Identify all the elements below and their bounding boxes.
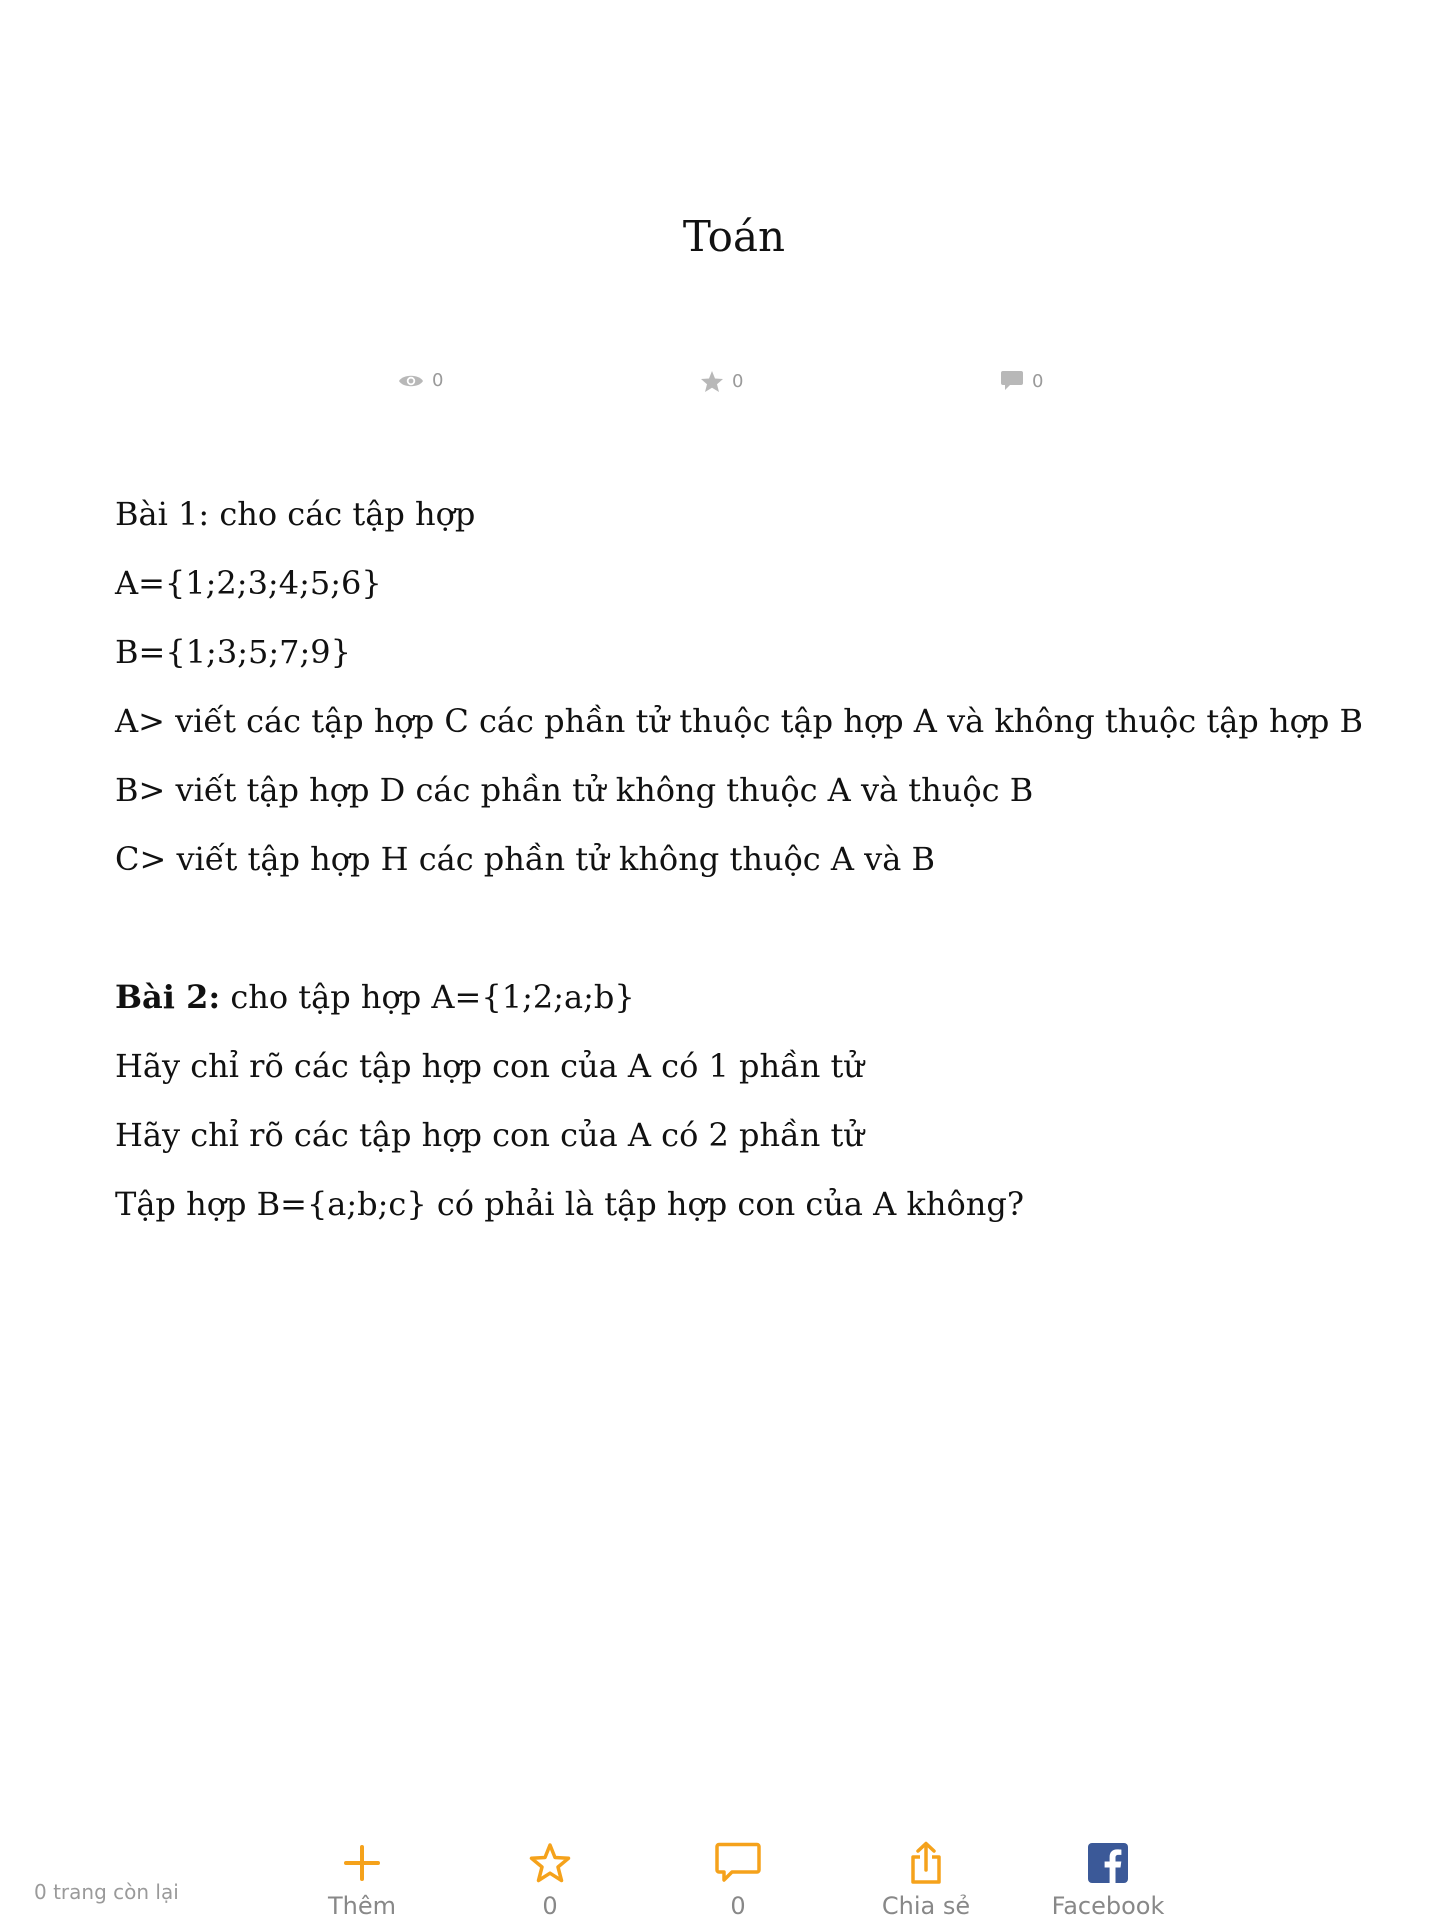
share-button[interactable] [846,1840,1006,1920]
share-icon [909,1841,943,1885]
content-line: Tập hợp B={a;b;c} có phải là tập hợp con của A không? [115,1185,1024,1223]
content-line: A={1;2;3;4;5;6} [115,564,382,602]
views-stat [398,370,443,391]
star-button[interactable] [470,1840,630,1920]
facebook-button[interactable] [1028,1840,1188,1920]
stars-count: 0 [732,371,744,392]
content-line: A> viết các tập hợp C các phần tử thuộc tập hợp A và không thuộc tập hợp B [115,702,1363,740]
comment-count: 0 [730,1892,746,1920]
plus-icon [343,1844,381,1882]
content-line: Bài 1: cho các tập hợp [115,495,476,533]
content-line: Hãy chỉ rõ các tập hợp con của A có 2 phần tử [115,1116,864,1154]
content-line: C> viết tập hợp H các phần tử không thuộc A và B [115,840,936,878]
comments-stat [1000,370,1043,392]
section-2-heading-line [115,973,1345,1042]
comment-outline-icon [715,1842,761,1884]
eye-icon [398,372,424,390]
content-line: B> viết tập hợp D các phần tử không thuộc A và thuộc B [115,771,1034,809]
share-label: Chia sẻ [881,1892,971,1920]
facebook-icon [1088,1843,1128,1883]
star-icon [700,370,724,393]
remaining-pages: 0 trang còn lại [34,1880,179,1904]
comments-count: 0 [1032,370,1044,392]
section-2-text: cho tập hợp A={1;2;a;b} [220,978,635,1016]
content-line: B={1;3;5;7;9} [115,633,351,671]
stars-stat [700,370,743,393]
bottom-toolbar [0,1840,1440,1920]
comment-button[interactable] [658,1840,818,1920]
section-2-label: Bài 2: [115,978,221,1016]
star-outline-icon [529,1843,571,1883]
comment-icon [1000,370,1024,392]
views-count: 0 [432,370,444,391]
add-label: Thêm [327,1892,396,1920]
stats-row [0,370,1440,400]
paragraph-gap [115,904,1345,973]
document-title: Toán [682,212,786,261]
star-count: 0 [542,1892,558,1920]
facebook-label: Facebook [1051,1892,1165,1920]
document-body [115,490,1363,1249]
add-button[interactable] [282,1840,442,1920]
content-line: Hãy chỉ rõ các tập hợp con của A có 1 phần tử [115,1047,864,1085]
